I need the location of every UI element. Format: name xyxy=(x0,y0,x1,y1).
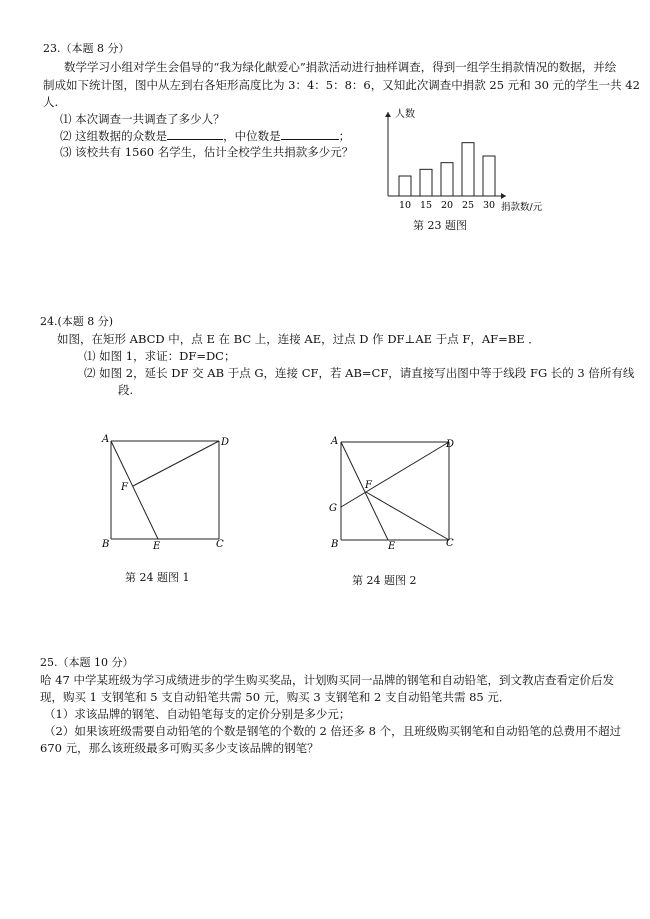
fig1-label-f: F xyxy=(121,482,128,493)
q25-line1: 哈 47 中学某班级为学习成绩进步的学生购买奖品，计划购买同一品牌的钢笔和自动铅笔，到文教店查看定价后发 xyxy=(40,673,614,687)
fig1-label-d: D xyxy=(221,437,230,448)
q23-paragraph-line1: 数学学习小组对学生会倡导的“我为绿化献爱心”捐款活动进行抽样调查，得到一组学生捐款情况的数据，并绘 xyxy=(64,60,617,74)
q25-header: 25.（本题 10 分） xyxy=(40,656,134,669)
chart-bar-10 xyxy=(399,176,411,196)
chart-tick-label-30: 30 xyxy=(482,200,496,211)
fig2-label-b: B xyxy=(331,539,339,550)
q23-sub2-text-c: ； xyxy=(338,129,351,143)
q25-sub2-line2: 670 元，那么该班级最多可购买多少支该品牌的钢笔？ xyxy=(40,741,319,755)
fig1-label-b: B xyxy=(102,539,110,550)
fig2-label-e: E xyxy=(388,541,396,552)
fig1-label-e: E xyxy=(153,541,161,552)
q25-line2: 现，购买 1 支钢笔和 5 支自动铅笔共需 50 元，购买 3 支钢笔和 2 支自动铅笔共需 85 元． xyxy=(40,690,511,704)
fig2-label-a: A xyxy=(331,436,339,447)
mode-answer-blank[interactable] xyxy=(167,128,223,140)
q24-figure-1-caption: 第 24 题图 1 xyxy=(125,571,190,584)
fig2-label-f: F xyxy=(365,480,372,491)
chart-x-axis-arrow xyxy=(501,193,506,199)
median-answer-blank[interactable] xyxy=(281,128,339,140)
q24-figure-2-caption: 第 24 题图 2 xyxy=(352,574,417,587)
q24-sub2-line2: 段. xyxy=(118,383,134,397)
q23-sub1: ⑴ 本次调查一共调查了多少人？ xyxy=(60,112,225,126)
q24-figure-1 xyxy=(96,432,236,557)
chart-xlabel: 捐款数/元 xyxy=(501,202,543,213)
q25-sub2-line1: （2）如果该班级需要自动铅笔的个数是钢笔的个数的 2 倍还多 8 个，且班级购买钢笔和自动铅笔的总费用不超过 xyxy=(44,724,622,738)
q24-sub1: ⑴ 如图 1，求证：DF=DC； xyxy=(84,349,236,363)
chart-tick-label-10: 10 xyxy=(398,200,412,211)
q23-paragraph-line3: 人. xyxy=(43,95,59,109)
chart-ylabel: 人数 xyxy=(395,109,415,120)
q24-sub2-line1: ⑵ 如图 2，延长 DF 交 AB 于点 G，连接 CF，若 AB=CF，请直接写出图中等于线段 FG 长的 3 倍所有线 xyxy=(84,366,635,380)
fig2-segment-ae xyxy=(341,442,388,540)
fig1-segment-ae xyxy=(111,441,158,539)
q23-header: 23.（本题 8 分） xyxy=(43,42,130,55)
chart-tick-label-20: 20 xyxy=(440,200,454,211)
fig2-label-g: G xyxy=(329,503,337,514)
q23-sub2-text-a: ⑵ 这组数据的众数是 xyxy=(60,129,168,143)
fig2-label-c: C xyxy=(446,538,454,549)
q24-header: 24.(本题 8 分) xyxy=(40,315,114,328)
q23-sub3: ⑶ 该校共有 1560 名学生，估计全校学生共捐款多少元？ xyxy=(60,145,354,159)
chart-bar-25 xyxy=(462,143,474,196)
q23-bar-chart xyxy=(378,104,558,214)
q23-paragraph-line2: 制成如下统计图，图中从左到右各矩形高度比为 3：4：5：8：6，又知此次调查中捐款 25 元和 30 元的学生一共 42 xyxy=(43,78,640,92)
q24-figure-2 xyxy=(326,433,466,558)
q23-sub2 xyxy=(60,128,350,143)
chart-bar-20 xyxy=(441,163,453,196)
q25-sub1: （1）求该品牌的钢笔、自动铅笔每支的定价分别是多少元； xyxy=(44,707,351,721)
q24-intro: 如图，在矩形 ABCD 中，点 E 在 BC 上，连接 AE，过点 D 作 DF⊥AE 于点 F，AF=BE ． xyxy=(57,332,540,346)
chart-bars xyxy=(399,143,495,196)
fig2-segment-fc xyxy=(366,492,449,540)
fig2-segment-dg xyxy=(341,442,449,507)
fig1-label-a: A xyxy=(102,434,110,445)
fig1-label-c: C xyxy=(216,539,224,550)
fig2-label-d: D xyxy=(446,439,455,450)
chart-tick-label-25: 25 xyxy=(461,200,475,211)
chart-tick-label-15: 15 xyxy=(419,200,433,211)
fig1-segment-df xyxy=(133,441,219,486)
q23-sub2-text-b: ，中位数是 xyxy=(223,129,281,143)
chart-bar-30 xyxy=(483,156,495,196)
chart-y-axis-arrow xyxy=(385,112,391,117)
q23-figure-caption: 第 23 题图 xyxy=(413,219,467,232)
chart-tick-labels xyxy=(399,200,495,211)
chart-bar-15 xyxy=(420,169,432,196)
